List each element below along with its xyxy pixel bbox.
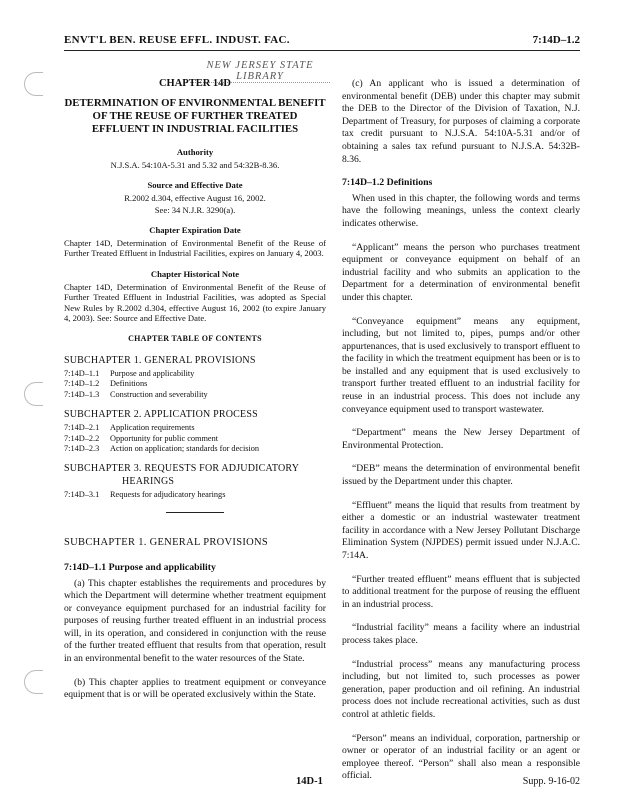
paragraph-c: (c) An applicant who is issued a determination of environmental benefit (DEB) under this chapter may submit the DEB to the Director of the Division of Taxation, N.J. Department of Treasury, for purposes of claiming a corporate tax credit pursuant to N.J.S.A. 54:10A-5.31 and/or of obtaining a sales tax refund pursuant to N.J.S.A. 54:32B-8.36. bbox=[342, 78, 580, 165]
expiration-text: Chapter 14D, Determination of Environmental Benefit of the Reuse of Further Treated Effluent in Industrial Facilities, expires on January 4, 2003. bbox=[64, 237, 326, 259]
toc-heading: CHAPTER TABLE OF CONTENTS bbox=[128, 333, 262, 343]
toc-entry[interactable] bbox=[64, 490, 326, 500]
left-column bbox=[64, 78, 326, 713]
section-heading: 7:14D–1.2 Definitions bbox=[342, 177, 433, 189]
paragraph-a: (a) This chapter establishes the requirements and procedures by which the Department will determine whether treatment equipment or conveyance equipment purchased for an industrial facility for purposes of reusing further treated effluent in an industrial process will, in its operation, and considered in conjunction with the reuse of the further treated effluent that results from that operation, result in an environmental benefit to the water resources of the State. bbox=[64, 577, 326, 665]
paragraph-b: (b) This chapter applies to treatment equipment or conveyance equipment that is or will be operated exclusively within the State. bbox=[64, 676, 326, 701]
header-title: ENVT'L BEN. REUSE EFFL. INDUST. FAC. bbox=[64, 34, 290, 46]
toc-entry-number: 7:14D–1.1 bbox=[64, 369, 100, 379]
supplement-date: Supp. 9-16-02 bbox=[522, 776, 580, 787]
chapter-title: DETERMINATION OF ENVIRONMENTAL BENEFIT OF THE REUSE OF FURTHER TREATED EFFLUENT IN INDUSTRIAL FACILITIES bbox=[64, 96, 326, 135]
toc-entry[interactable] bbox=[64, 423, 326, 433]
toc-entry[interactable] bbox=[64, 434, 326, 444]
definition-paragraph: “Industrial facility” means a facility where an industrial process takes place. bbox=[342, 622, 580, 646]
library-stamp: NEW JERSEY STATE LIBRARY bbox=[190, 60, 330, 83]
toc-entry-number: 7:14D–3.1 bbox=[64, 490, 100, 500]
toc-entry-text: Requests for adjudicatory hearings bbox=[110, 490, 226, 500]
definition-paragraph: “Industrial process” means any manufacturing process including, but not limited to, such processes as power generation, paper production and oil refining. An industrial process does not include recreational activities, such as dust control at athletic fields. bbox=[342, 658, 580, 720]
section-divider bbox=[166, 512, 224, 513]
source-text-2: See: 34 N.J.R. 3290(a). bbox=[154, 204, 236, 215]
toc-subchapter-items bbox=[64, 490, 326, 500]
definition-paragraph: “Conveyance equipment” means any equipment, including, but not limited to, pipes, pumps and/or other appurtenances, that is used exclusively to transport effluent to the facility in which the treatment equipment has been or is to be installed and any equipment that is used exclusively to transport further treated effluent to an industrial facility for reuse in an industrial process. This does not include any conveyance equipment used to transport wastewater. bbox=[342, 315, 580, 415]
table-of-contents bbox=[64, 355, 326, 501]
running-header bbox=[64, 34, 580, 48]
toc-subchapter-items bbox=[64, 423, 326, 454]
toc-entry[interactable] bbox=[64, 390, 326, 400]
authority-text: N.J.S.A. 54:10A-5.31 and 5.32 and 54:32B-8.36. bbox=[110, 159, 280, 170]
punch-hole-mark bbox=[24, 382, 43, 406]
toc-entry-text: Definitions bbox=[110, 379, 148, 389]
subchapter-heading: SUBCHAPTER 1. GENERAL PROVISIONS bbox=[64, 537, 269, 549]
toc-entry-text: Purpose and applicability bbox=[110, 369, 195, 379]
toc-entry-number: 7:14D–1.3 bbox=[64, 389, 100, 399]
chapter-number: CHAPTER 14D bbox=[158, 78, 232, 89]
toc-entry[interactable] bbox=[64, 444, 326, 454]
definition-paragraph: “Applicant” means the person who purchases treatment equipment or conveyance equipment on behalf of an industrial facility and who submits an application to the Department for a determination of environmental benefit under this chapter. bbox=[342, 241, 580, 303]
definition-paragraph: “Further treated effluent” means effluent that is subjected to additional treatment for the purpose of reusing the effluent in an industrial process. bbox=[342, 573, 580, 610]
page-number: 14D-1 bbox=[296, 776, 323, 787]
toc-entry[interactable] bbox=[64, 369, 326, 379]
definition-paragraph: “Person” means an individual, corporation, partnership or owner or operator of an industrial facility or an agent or employee thereof. “Person” shall also mean a responsible official. bbox=[342, 732, 580, 782]
header-rule bbox=[64, 50, 580, 51]
definition-paragraph: “Department” means the New Jersey Department of Environmental Protection. bbox=[342, 427, 580, 451]
history-text: Chapter 14D, Determination of Environmental Benefit of the Reuse of Further Treated Effluent in Industrial Facilities, was adopted as Special New Rules by R.2002 d.304, effective August 16, 2002 (to expire January 4, 2003). See: Source and Effective Date. bbox=[64, 281, 326, 324]
toc-entry-text: Opportunity for public comment bbox=[110, 433, 219, 443]
toc-entry-text: Application requirements bbox=[110, 423, 195, 433]
toc-entry-number: 7:14D–1.2 bbox=[64, 379, 100, 389]
expiration-label: Chapter Expiration Date bbox=[149, 225, 241, 236]
toc-subchapter-items bbox=[64, 369, 326, 400]
toc-subchapter-title: SUBCHAPTER 3. REQUESTS FOR ADJUDICATORY HEARINGS bbox=[64, 462, 299, 487]
source-label: Source and Effective Date bbox=[147, 180, 243, 191]
source-text-1: R.2002 d.304, effective August 16, 2002. bbox=[124, 192, 266, 203]
right-column bbox=[342, 78, 580, 794]
toc-entry[interactable] bbox=[64, 379, 326, 389]
history-label: Chapter Historical Note bbox=[150, 268, 240, 279]
toc-subchapter-title: SUBCHAPTER 1. GENERAL PROVISIONS bbox=[64, 354, 256, 366]
header-section-number: 7:14D–1.2 bbox=[532, 34, 580, 46]
toc-entry-text: Action on application; standards for decision bbox=[110, 443, 260, 453]
definition-paragraph: “Effluent” means the liquid that results from treatment by either a domestic or an industrial wastewater treatment facility in accordance with a New Jersey Pollutant Discharge Elimination System (NJPDES) permit issued under N.J.A.C. 7:14A. bbox=[342, 499, 580, 561]
authority-label: Authority bbox=[176, 147, 214, 158]
toc-entry-number: 7:14D–2.1 bbox=[64, 423, 100, 433]
toc-subchapter-title: SUBCHAPTER 2. APPLICATION PROCESS bbox=[64, 408, 258, 420]
punch-hole-mark bbox=[24, 670, 43, 694]
punch-hole-mark bbox=[24, 72, 43, 96]
section-heading: 7:14D–1.1 Purpose and applicability bbox=[64, 561, 216, 573]
toc-entry-text: Construction and severability bbox=[110, 389, 208, 399]
definitions-intro: When used in this chapter, the following words and terms have the following meanings, unless the context clearly indicates otherwise. bbox=[342, 192, 580, 229]
toc-entry-number: 7:14D–2.3 bbox=[64, 443, 100, 453]
definition-paragraph: “DEB” means the determination of environmental benefit issued by the Department under this chapter. bbox=[342, 463, 580, 488]
toc-entry-number: 7:14D–2.2 bbox=[64, 433, 100, 443]
